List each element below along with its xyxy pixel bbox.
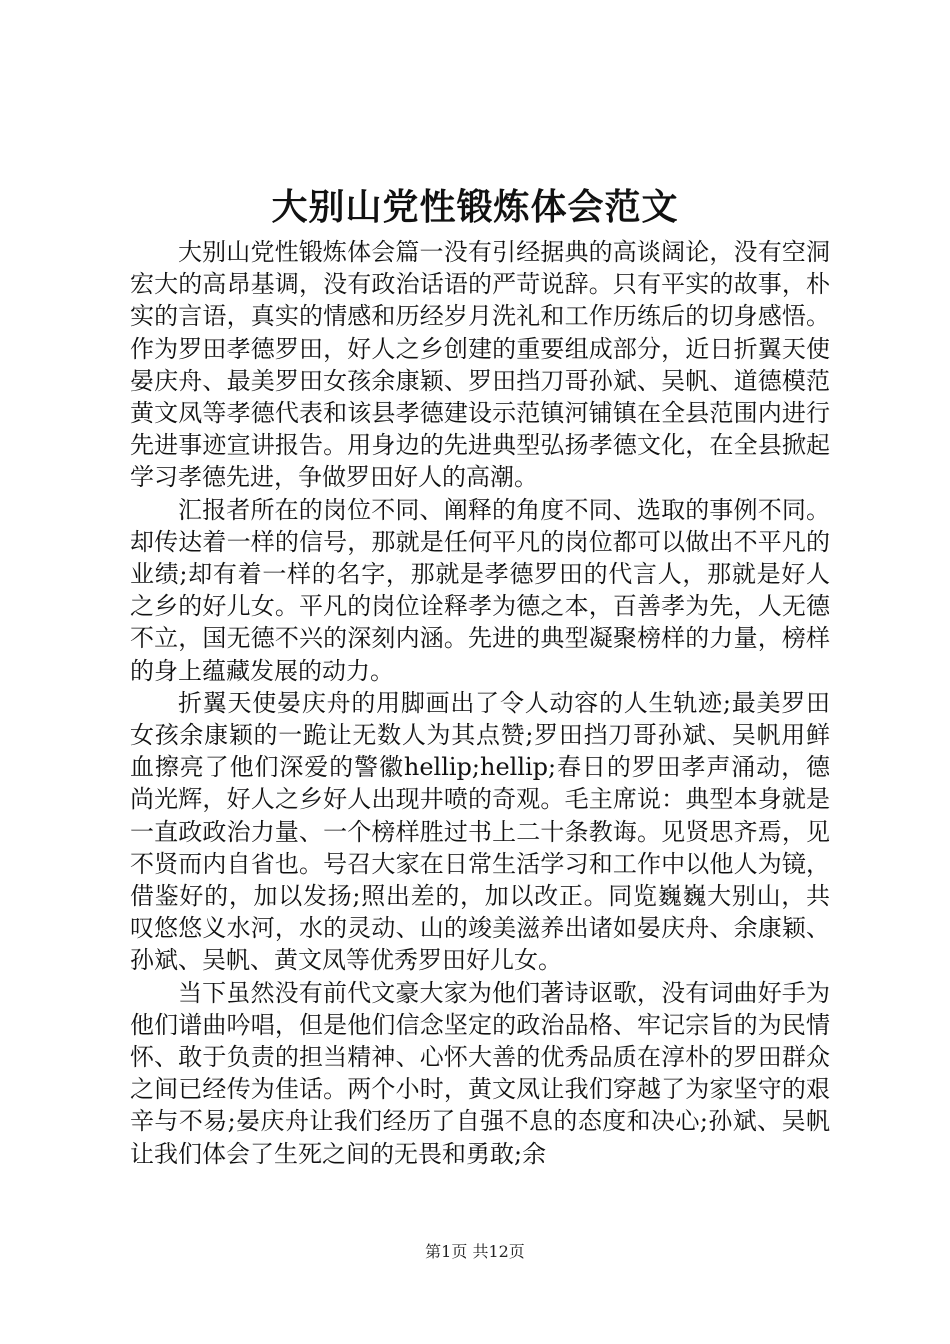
document-title: 大别山党性锻炼体会范文	[271, 186, 679, 228]
paragraph-3: 折翼天使晏庆舟的用脚画出了令人动容的人生轨迹;最美罗田女孩余康颖的一跪让无数人为其点赞;罗田挡刀哥孙斌、吴帆用鲜血擦亮了他们深爱的警徽hellip;hellip;春日的罗田孝声涌动，德尚光辉，好人之乡好人出现井喷的奇观。毛主席说：典型本身就是一直政政治力量、一个榜样胜过书上二十条教诲。见贤思齐焉，见不贤而内自省也。号召大家在日常生活学习和工作中以他人为镜，借鉴好的，加以发扬;照出差的，加以改正。同览巍巍大别山，共叹悠悠义水河，水的灵动、山的竣美滋养出诸如晏庆舟、余康颖、孙斌、吴帆、黄文凤等优秀罗田好儿女。	[130, 688, 830, 975]
paragraph-4: 当下虽然没有前代文豪大家为他们著诗讴歌，没有词曲好手为他们谱曲吟唱，但是他们信念坚定的政治品格、牢记宗旨的为民情怀、敢于负责的担当精神、心怀大善的优秀品质在淳朴的罗田群众之间已经传为佳话。两个小时，黄文凤让我们穿越了为家坚守的艰辛与不易;晏庆舟让我们经历了自强不息的态度和决心;孙斌、吴帆让我们体会了生死之间的无畏和勇敢;余	[130, 978, 830, 1168]
document-body	[130, 236, 830, 1170]
page-number-footer: 第1页 共12页	[425, 1242, 525, 1261]
paragraph-2: 汇报者所在的岗位不同、阐释的角度不同、选取的事例不同。却传达着一样的信号，那就是任何平凡的岗位都可以做出不平凡的业绩;却有着一样的名字，那就是孝德罗田的代言人，那就是好人之乡的好儿女。平凡的岗位诠释孝为德之本，百善孝为先，人无德不立，国无德不兴的深刻内涵。先进的典型凝聚榜样的力量，榜样的身上蕴藏发展的动力。	[130, 495, 830, 685]
paragraph-1: 大别山党性锻炼体会篇一没有引经据典的高谈阔论，没有空洞宏大的高昂基调，没有政治话语的严苛说辞。只有平实的故事，朴实的言语，真实的情感和历经岁月洗礼和工作历练后的切身感悟。作为罗田孝德罗田，好人之乡创建的重要组成部分，近日折翼天使晏庆舟、最美罗田女孩余康颖、罗田挡刀哥孙斌、吴帆、道德模范黄文凤等孝德代表和该县孝德建设示范镇河铺镇在全县范围内进行先进事迹宣讲报告。用身边的先进典型弘扬孝德文化，在全县掀起学习孝德先进，争做罗田好人的高潮。	[130, 238, 830, 492]
